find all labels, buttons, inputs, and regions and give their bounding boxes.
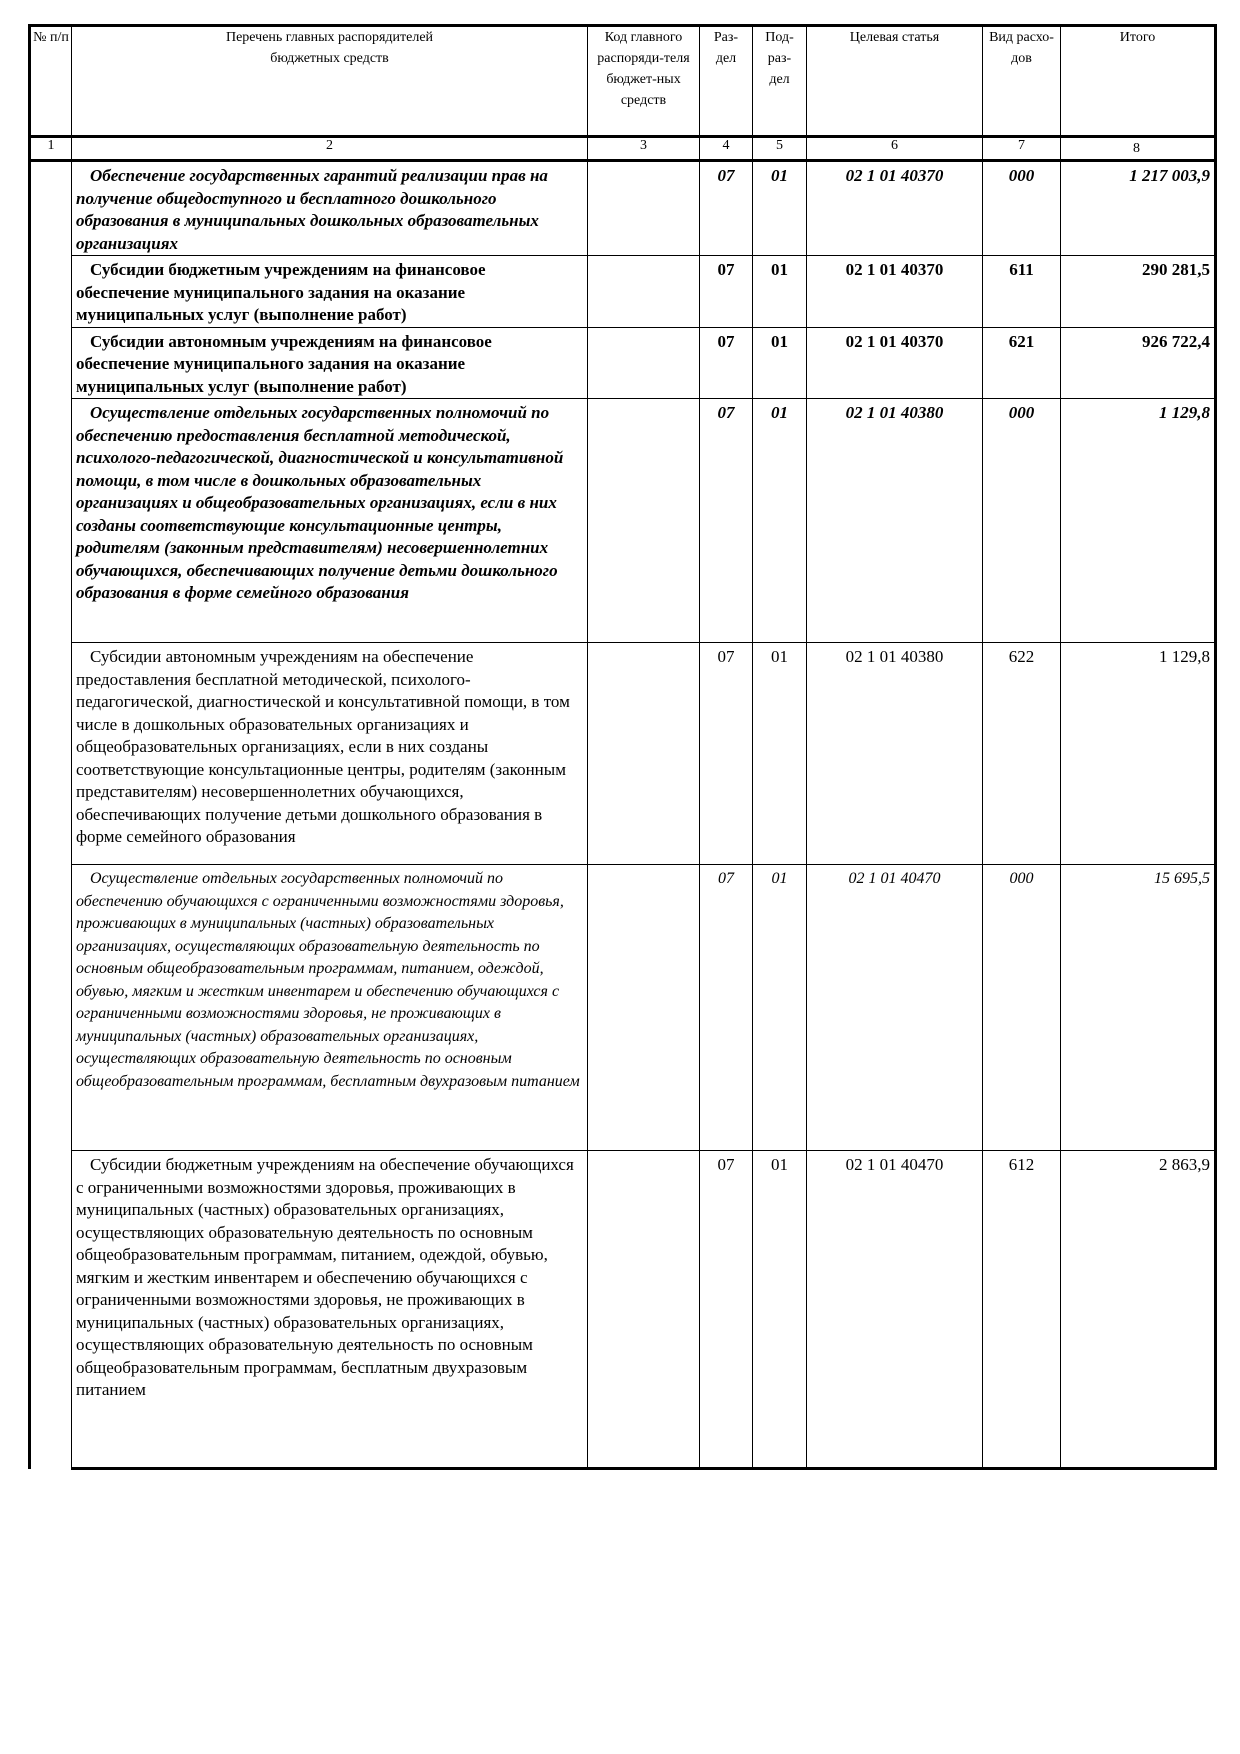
row-code	[588, 327, 700, 399]
header-target: Целевая статья	[807, 26, 983, 137]
row-razdel: 07	[700, 161, 753, 256]
row-code	[588, 256, 700, 328]
row-name-cell	[72, 256, 588, 328]
column-number: 1	[30, 137, 72, 161]
table-row	[30, 1151, 1216, 1469]
column-number: 5	[753, 137, 807, 161]
budget-table	[28, 24, 1217, 1470]
row-number-cell	[30, 256, 72, 328]
row-target: 02 1 01 40370	[807, 327, 983, 399]
row-total: 290 281,5	[1061, 256, 1216, 328]
row-name-cell	[72, 327, 588, 399]
row-podrazdel: 01	[753, 327, 807, 399]
row-code	[588, 643, 700, 865]
header-podrazdel: Под-раз-дел	[753, 26, 807, 137]
row-name: Осуществление отдельных государственных полномочий по обеспечению предоставления бесплатной методической, психолого-педагогической, диагностической и консультативной помощи, в том числе в дошкольных образовательных организациях и общеобразовательных организациях, если в них созданы соответствующие консультационные центры, родителям (законным представителям) несовершеннолетних обучающихся, обеспечивающих получение детьми дошкольного образования в форме семейного образования	[76, 403, 564, 602]
row-name-cell	[72, 161, 588, 256]
row-name: Субсидии бюджетным учреждениям на обеспечение обучающихся с ограниченными возможностями здоровья, проживающих в муниципальных (частных) образовательных организациях, осуществляющих образовательную деятельность по основным общеобразовательным программам, питанием, одеждой, обувью, мягким и жестким инвентарем и обеспечению обучающихся с ограниченными возможностями здоровья, не проживающих в муниципальных (частных) образовательных организациях, осуществляющих образовательную деятельность по основным общеобразовательным программам, бесплатным двухразовым питанием	[76, 1155, 574, 1399]
row-number-cell	[30, 1151, 72, 1469]
row-name: Субсидии автономным учреждениям на финансовое обеспечение муниципального задания на оказание муниципальных услуг (выполнение работ)	[76, 331, 492, 396]
row-razdel: 07	[700, 643, 753, 865]
row-number-cell	[30, 161, 72, 256]
table-row	[30, 256, 1216, 328]
row-podrazdel: 01	[753, 161, 807, 256]
row-number-cell	[30, 643, 72, 865]
row-podrazdel: 01	[753, 643, 807, 865]
row-podrazdel: 01	[753, 1151, 807, 1469]
row-name-cell	[72, 865, 588, 1151]
row-target: 02 1 01 40380	[807, 399, 983, 643]
row-total: 15 695,5	[1061, 865, 1216, 1151]
row-razdel: 07	[700, 865, 753, 1151]
row-number-cell	[30, 399, 72, 643]
column-number: 8	[1061, 137, 1216, 161]
row-vid: 611	[983, 256, 1061, 328]
row-code	[588, 865, 700, 1151]
row-razdel: 07	[700, 327, 753, 399]
table-row	[30, 161, 1216, 256]
header-vid: Вид расхо-дов	[983, 26, 1061, 137]
row-total: 2 863,9	[1061, 1151, 1216, 1469]
column-number: 6	[807, 137, 983, 161]
row-name: Субсидии бюджетным учреждениям на финансовое обеспечение муниципального задания на оказание муниципальных услуг (выполнение работ)	[76, 260, 486, 324]
header-total: Итого	[1061, 26, 1216, 137]
row-total: 1 129,8	[1061, 643, 1216, 865]
header-razdel: Раз-дел	[700, 26, 753, 137]
row-name: Обеспечение государственных гарантий реализации прав на получение общедоступного и бесплатного дошкольного образования в муниципальных дошкольных образовательных организациях	[76, 166, 548, 253]
table-row	[30, 399, 1216, 643]
row-podrazdel: 01	[753, 256, 807, 328]
row-target: 02 1 01 40380	[807, 643, 983, 865]
row-number-cell	[30, 865, 72, 1151]
row-target: 02 1 01 40470	[807, 1151, 983, 1469]
row-razdel: 07	[700, 256, 753, 328]
row-name-cell	[72, 643, 588, 865]
table-row	[30, 327, 1216, 399]
row-vid: 000	[983, 865, 1061, 1151]
row-total: 1 217 003,9	[1061, 161, 1216, 256]
table-row	[30, 643, 1216, 865]
row-target: 02 1 01 40370	[807, 256, 983, 328]
row-total: 1 129,8	[1061, 399, 1216, 643]
column-number: 4	[700, 137, 753, 161]
row-total: 926 722,4	[1061, 327, 1216, 399]
header-row	[30, 26, 1216, 137]
column-number-row	[30, 137, 1216, 161]
row-vid: 621	[983, 327, 1061, 399]
header-name: Перечень главных распорядителей бюджетных средств	[72, 26, 588, 137]
row-name: Субсидии автономным учреждениям на обеспечение предоставления бесплатной методической, психолого-педагогической, диагностической и консультативной помощи, в том числе в дошкольных образовательных организациях и общеобразовательных организациях, если в них созданы соответствующие консультационные центры, родителям (законным представителям) несовершеннолетних обучающихся, обеспечивающих получение детьми дошкольного образования в форме семейного образования	[76, 647, 570, 846]
row-target: 02 1 01 40470	[807, 865, 983, 1151]
row-vid: 622	[983, 643, 1061, 865]
row-podrazdel: 01	[753, 865, 807, 1151]
row-number-cell	[30, 327, 72, 399]
row-vid: 000	[983, 399, 1061, 643]
row-podrazdel: 01	[753, 399, 807, 643]
row-code	[588, 399, 700, 643]
header-num: № п/п	[30, 26, 72, 137]
column-number: 7	[983, 137, 1061, 161]
row-name-cell	[72, 399, 588, 643]
budget-table-sheet	[28, 24, 1214, 1482]
row-razdel: 07	[700, 399, 753, 643]
header-code: Код главного распоряди-теля бюджет-ных средств	[588, 26, 700, 137]
column-number: 2	[72, 137, 588, 161]
column-number: 3	[588, 137, 700, 161]
row-target: 02 1 01 40370	[807, 161, 983, 256]
row-name: Осуществление отдельных государственных полномочий по обеспечению обучающихся с ограниченными возможностями здоровья, проживающих в муниципальных (частных) образовательных организациях, осуществляющих образовательную деятельность по основным общеобразовательным программам, питанием, одеждой, обувью, мягким и жестким инвентарем и обеспечению обучающихся с ограниченными возможностями здоровья, не проживающих в муниципальных (частных) образовательных организациях, осуществляющих образовательную деятельность по основным общеобразовательным программам, бесплатным двухразовым питанием	[76, 870, 580, 1090]
row-vid: 000	[983, 161, 1061, 256]
row-code	[588, 161, 700, 256]
row-name-cell	[72, 1151, 588, 1469]
row-razdel: 07	[700, 1151, 753, 1469]
row-vid: 612	[983, 1151, 1061, 1469]
row-code	[588, 1151, 700, 1469]
table-row	[30, 865, 1216, 1151]
